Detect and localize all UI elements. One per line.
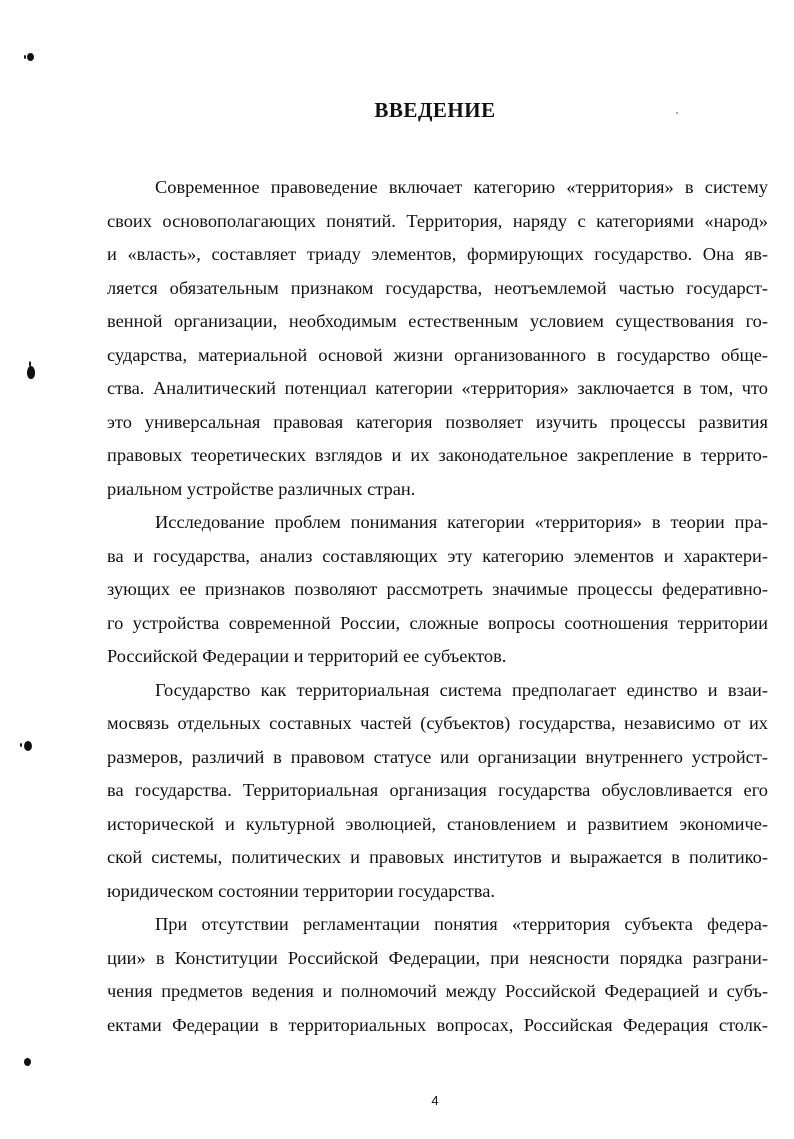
text-line: сударства, материальной основой жизни организованного в государство обще- bbox=[107, 344, 768, 365]
scan-blot bbox=[24, 1058, 31, 1066]
text-line: размеров, различий в правовом статусе или организации внутреннего устройст- bbox=[107, 746, 768, 767]
text-line: своих основополагающих понятий. Территория, наряду с категориями «народ» bbox=[107, 210, 768, 231]
text-line: чения предметов ведения и полномочий между Российской Федерацией и субъ- bbox=[107, 981, 768, 1001]
text-line: Российской Федерации и территорий ее субъектов. bbox=[107, 646, 507, 666]
text-line: При отсутствии регламентации понятия «территория субъекта федера- bbox=[155, 914, 768, 934]
scan-blot bbox=[20, 743, 22, 747]
text-line: правовых теоретических взглядов и их законодательное закрепление в террито- bbox=[107, 445, 768, 465]
text-line: ляется обязательным признаком государства, неотъемлемой частью государст- bbox=[107, 277, 768, 298]
text-line: го устройства современной России, сложные вопросы соотношения территории bbox=[107, 612, 768, 633]
text-line: ской системы, политических и правовых институтов и выражается в политико- bbox=[107, 847, 768, 867]
text-line: ектами Федерации в территориальных вопросах, Российская Федерация столк- bbox=[107, 1014, 768, 1035]
text-line: мосвязь отдельных составных частей (субъектов) государства, независимо от их bbox=[107, 713, 768, 733]
text-line: ва и государства, анализ составляющих эту категорию элементов и характери- bbox=[107, 545, 768, 566]
text-line: Государство как территориальная система предполагает единство и взаи- bbox=[155, 679, 768, 700]
page-title: ВВЕДЕНИЕ bbox=[374, 98, 496, 122]
scan-blot bbox=[29, 361, 31, 367]
scan-blot bbox=[27, 53, 34, 61]
text-line: юридическом состоянии территории государства. bbox=[107, 880, 495, 901]
paragraph bbox=[107, 908, 768, 1042]
paragraph bbox=[107, 171, 768, 506]
text-line: Современное правоведение включает категорию «территория» в систему bbox=[155, 177, 768, 197]
text-line: ства. Аналитический потенциал категории «территория» заключается в том, что bbox=[107, 378, 768, 398]
body-text bbox=[107, 171, 768, 1042]
scan-blot bbox=[27, 366, 35, 379]
page-number: 4 bbox=[431, 1093, 439, 1108]
text-line: исторической и культурной эволюцией, становлением и развитием экономиче- bbox=[107, 813, 768, 834]
paragraph bbox=[107, 674, 768, 909]
text-line: ции» в Конституции Российской Федерации, при неясности порядка разграни- bbox=[107, 947, 768, 968]
text-line: зующих ее признаков позволяют рассмотреть значимые процессы федеративно- bbox=[107, 579, 768, 599]
text-line: венной организации, необходимым естественным условием существования го- bbox=[107, 311, 768, 331]
text-line: ва государства. Территориальная организация государства обусловливается его bbox=[107, 780, 768, 800]
text-line: это универсальная правовая категория позволяет изучить процессы развития bbox=[107, 411, 768, 432]
text-line: Исследование проблем понимания категории «территория» в теории пра- bbox=[155, 512, 768, 532]
text-line: риальном устройстве различных стран. bbox=[107, 478, 416, 499]
paragraph bbox=[107, 506, 768, 674]
scan-blot bbox=[24, 741, 32, 751]
scan-blot bbox=[24, 55, 26, 59]
text-line: и «власть», составляет триаду элементов, формирующих государство. Она яв- bbox=[107, 244, 768, 264]
